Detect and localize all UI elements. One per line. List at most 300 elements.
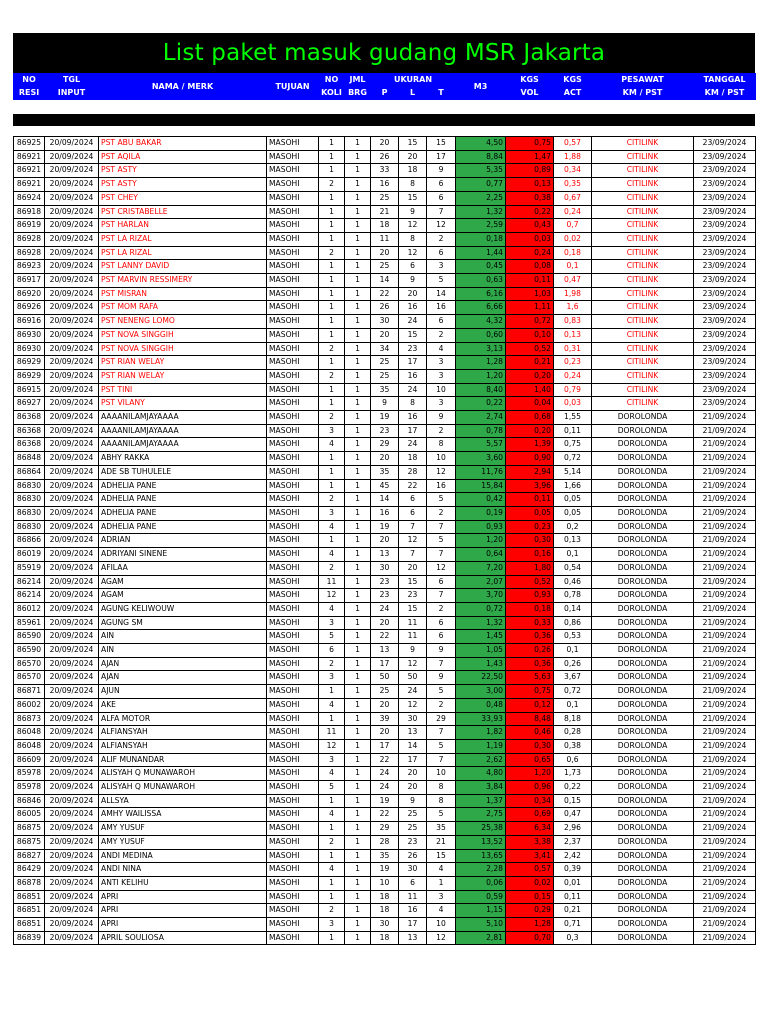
cell-tanggal: 21/09/2024: [694, 644, 756, 658]
cell-resi: 86875: [14, 822, 45, 836]
cell-koli: 1: [319, 315, 345, 329]
cell-t: 3: [427, 356, 456, 370]
cell-t: 10: [427, 383, 456, 397]
cell-tujuan: MASOHI: [267, 438, 319, 452]
cell-l: 17: [399, 424, 427, 438]
cell-l: 11: [399, 890, 427, 904]
cell-tujuan: MASOHI: [267, 931, 319, 945]
header-vol-2: VOL: [506, 87, 554, 100]
cell-t: 12: [427, 561, 456, 575]
cell-act: 0,1: [554, 548, 592, 562]
cell-t: 4: [427, 863, 456, 877]
cell-resi: 86019: [14, 548, 45, 562]
cell-brg: 1: [345, 452, 371, 466]
header-act-2: ACT: [554, 87, 592, 100]
cell-resi: 86866: [14, 534, 45, 548]
cell-act: 0,18: [554, 246, 592, 260]
cell-l: 17: [399, 753, 427, 767]
cell-resi: 86873: [14, 712, 45, 726]
cell-resi: 86012: [14, 602, 45, 616]
cell-act: 0,21: [554, 904, 592, 918]
cell-pesawat: CITILINK: [592, 205, 694, 219]
cell-pesawat: DOROLONDA: [592, 822, 694, 836]
cell-tujuan: MASOHI: [267, 767, 319, 781]
cell-tanggal: 21/09/2024: [694, 890, 756, 904]
cell-nama: AGAM: [99, 589, 267, 603]
cell-tgl: 20/09/2024: [45, 150, 99, 164]
cell-resi: 86429: [14, 863, 45, 877]
cell-act: 0,53: [554, 630, 592, 644]
cell-t: 12: [427, 931, 456, 945]
cell-nama: AMY YUSUF: [99, 835, 267, 849]
cell-l: 16: [399, 369, 427, 383]
cell-l: 11: [399, 630, 427, 644]
cell-l: 50: [399, 671, 427, 685]
cell-tgl: 20/09/2024: [45, 356, 99, 370]
cell-act: 0,3: [554, 931, 592, 945]
cell-tgl: 20/09/2024: [45, 835, 99, 849]
data-table: [13, 136, 756, 945]
cell-t: 5: [427, 739, 456, 753]
cell-koli: 4: [319, 548, 345, 562]
cell-tujuan: MASOHI: [267, 548, 319, 562]
cell-resi: 86590: [14, 630, 45, 644]
cell-m3: 1,82: [456, 726, 506, 740]
cell-act: 1,55: [554, 411, 592, 425]
cell-tujuan: MASOHI: [267, 616, 319, 630]
cell-brg: 1: [345, 657, 371, 671]
cell-pesawat: CITILINK: [592, 246, 694, 260]
cell-l: 25: [399, 822, 427, 836]
cell-p: 10: [371, 876, 399, 890]
cell-tanggal: 23/09/2024: [694, 356, 756, 370]
cell-resi: 86846: [14, 794, 45, 808]
cell-brg: 1: [345, 794, 371, 808]
cell-t: 7: [427, 205, 456, 219]
cell-act: 0,26: [554, 657, 592, 671]
cell-p: 22: [371, 753, 399, 767]
cell-tgl: 20/09/2024: [45, 575, 99, 589]
cell-l: 15: [399, 602, 427, 616]
cell-act: 0,72: [554, 452, 592, 466]
cell-resi: 86590: [14, 644, 45, 658]
cell-m3: 2,59: [456, 219, 506, 233]
cell-p: 18: [371, 904, 399, 918]
cell-nama: PST HARLAN: [99, 219, 267, 233]
cell-p: 22: [371, 808, 399, 822]
cell-tujuan: MASOHI: [267, 863, 319, 877]
cell-tujuan: MASOHI: [267, 246, 319, 260]
cell-tujuan: MASOHI: [267, 602, 319, 616]
cell-tgl: 20/09/2024: [45, 876, 99, 890]
cell-koli: 2: [319, 561, 345, 575]
cell-tgl: 20/09/2024: [45, 753, 99, 767]
cell-pesawat: CITILINK: [592, 287, 694, 301]
cell-p: 16: [371, 506, 399, 520]
cell-nama: ADRIYANI SINENE: [99, 548, 267, 562]
cell-tanggal: 21/09/2024: [694, 781, 756, 795]
cell-act: 3,67: [554, 671, 592, 685]
cell-koli: 1: [319, 219, 345, 233]
cell-p: 25: [371, 369, 399, 383]
cell-vol: 2,94: [506, 465, 554, 479]
cell-l: 15: [399, 137, 427, 151]
table-row: [14, 630, 756, 644]
cell-nama: AIN: [99, 644, 267, 658]
cell-resi: 86048: [14, 726, 45, 740]
table-row: [14, 794, 756, 808]
cell-m3: 8,40: [456, 383, 506, 397]
cell-nama: PST ABU BAKAR: [99, 137, 267, 151]
cell-brg: 1: [345, 548, 371, 562]
cell-resi: 86570: [14, 671, 45, 685]
cell-vol: 0,08: [506, 260, 554, 274]
cell-nama: APRI: [99, 918, 267, 932]
cell-p: 9: [371, 397, 399, 411]
spacer: [13, 126, 755, 136]
cell-brg: 1: [345, 274, 371, 288]
cell-act: 0,28: [554, 726, 592, 740]
cell-tujuan: MASOHI: [267, 506, 319, 520]
cell-resi: 85919: [14, 561, 45, 575]
cell-pesawat: DOROLONDA: [592, 781, 694, 795]
cell-brg: 1: [345, 712, 371, 726]
cell-resi: 86368: [14, 411, 45, 425]
cell-p: 23: [371, 575, 399, 589]
table-row: [14, 657, 756, 671]
cell-tanggal: 21/09/2024: [694, 602, 756, 616]
cell-resi: 86927: [14, 397, 45, 411]
cell-tanggal: 21/09/2024: [694, 493, 756, 507]
cell-m3: 0,77: [456, 178, 506, 192]
cell-pesawat: DOROLONDA: [592, 657, 694, 671]
cell-act: 1,73: [554, 767, 592, 781]
cell-t: 6: [427, 315, 456, 329]
cell-vol: 1,20: [506, 767, 554, 781]
cell-tgl: 20/09/2024: [45, 315, 99, 329]
cell-tanggal: 23/09/2024: [694, 383, 756, 397]
cell-m3: 0,78: [456, 424, 506, 438]
table-row: [14, 835, 756, 849]
cell-brg: 1: [345, 685, 371, 699]
table-row: [14, 602, 756, 616]
cell-koli: 12: [319, 739, 345, 753]
cell-tgl: 20/09/2024: [45, 219, 99, 233]
cell-act: 1,6: [554, 301, 592, 315]
cell-m3: 33,93: [456, 712, 506, 726]
cell-vol: 0,04: [506, 397, 554, 411]
cell-tujuan: MASOHI: [267, 205, 319, 219]
cell-tanggal: 21/09/2024: [694, 822, 756, 836]
cell-tgl: 20/09/2024: [45, 465, 99, 479]
cell-m3: 1,15: [456, 904, 506, 918]
cell-tgl: 20/09/2024: [45, 808, 99, 822]
cell-t: 7: [427, 520, 456, 534]
cell-act: 0,6: [554, 753, 592, 767]
cell-tanggal: 21/09/2024: [694, 506, 756, 520]
cell-act: 0,24: [554, 205, 592, 219]
table-row: [14, 424, 756, 438]
cell-tanggal: 21/09/2024: [694, 616, 756, 630]
cell-vol: 0,38: [506, 191, 554, 205]
cell-l: 23: [399, 835, 427, 849]
cell-tujuan: MASOHI: [267, 260, 319, 274]
cell-tujuan: MASOHI: [267, 479, 319, 493]
cell-m3: 22,50: [456, 671, 506, 685]
cell-nama: AMHY WAILISSA: [99, 808, 267, 822]
cell-brg: 1: [345, 602, 371, 616]
cell-brg: 1: [345, 479, 371, 493]
cell-tujuan: MASOHI: [267, 301, 319, 315]
cell-koli: 1: [319, 397, 345, 411]
cell-pesawat: DOROLONDA: [592, 753, 694, 767]
cell-tanggal: 21/09/2024: [694, 630, 756, 644]
table-row: [14, 506, 756, 520]
cell-pesawat: DOROLONDA: [592, 918, 694, 932]
cell-tanggal: 21/09/2024: [694, 753, 756, 767]
cell-tanggal: 23/09/2024: [694, 287, 756, 301]
cell-resi: 86830: [14, 506, 45, 520]
cell-tujuan: MASOHI: [267, 835, 319, 849]
cell-koli: 1: [319, 164, 345, 178]
cell-t: 6: [427, 191, 456, 205]
cell-vol: 0,02: [506, 876, 554, 890]
cell-koli: 1: [319, 191, 345, 205]
cell-pesawat: DOROLONDA: [592, 739, 694, 753]
cell-vol: 0,15: [506, 890, 554, 904]
cell-tujuan: MASOHI: [267, 465, 319, 479]
cell-tgl: 20/09/2024: [45, 904, 99, 918]
cell-tanggal: 21/09/2024: [694, 411, 756, 425]
cell-brg: 1: [345, 164, 371, 178]
cell-resi: 86848: [14, 452, 45, 466]
cell-resi: 86923: [14, 260, 45, 274]
cell-l: 18: [399, 452, 427, 466]
cell-tanggal: 21/09/2024: [694, 712, 756, 726]
cell-resi: 85961: [14, 616, 45, 630]
cell-koli: 1: [319, 150, 345, 164]
cell-tujuan: MASOHI: [267, 342, 319, 356]
cell-tujuan: MASOHI: [267, 794, 319, 808]
cell-pesawat: DOROLONDA: [592, 726, 694, 740]
cell-vol: 1,11: [506, 301, 554, 315]
cell-koli: 1: [319, 287, 345, 301]
cell-pesawat: CITILINK: [592, 137, 694, 151]
cell-act: 0,03: [554, 397, 592, 411]
cell-m3: 5,57: [456, 438, 506, 452]
cell-t: 1: [427, 876, 456, 890]
table-row: [14, 356, 756, 370]
cell-koli: 4: [319, 767, 345, 781]
cell-act: 2,96: [554, 822, 592, 836]
cell-tgl: 20/09/2024: [45, 520, 99, 534]
cell-t: 5: [427, 808, 456, 822]
cell-l: 6: [399, 493, 427, 507]
cell-nama: AKE: [99, 698, 267, 712]
cell-act: 0,1: [554, 698, 592, 712]
table-row: [14, 452, 756, 466]
cell-tgl: 20/09/2024: [45, 274, 99, 288]
cell-l: 9: [399, 644, 427, 658]
cell-resi: 86864: [14, 465, 45, 479]
cell-vol: 0,46: [506, 726, 554, 740]
divider-bar: [13, 114, 755, 126]
cell-p: 14: [371, 493, 399, 507]
cell-nama: ANDI NINA: [99, 863, 267, 877]
cell-p: 29: [371, 438, 399, 452]
cell-resi: 86921: [14, 178, 45, 192]
cell-t: 2: [427, 602, 456, 616]
cell-p: 26: [371, 150, 399, 164]
cell-l: 28: [399, 465, 427, 479]
cell-tgl: 20/09/2024: [45, 137, 99, 151]
cell-tgl: 20/09/2024: [45, 438, 99, 452]
cell-act: 0,79: [554, 383, 592, 397]
cell-resi: 86878: [14, 876, 45, 890]
cell-tujuan: MASOHI: [267, 671, 319, 685]
cell-tgl: 20/09/2024: [45, 890, 99, 904]
cell-t: 5: [427, 493, 456, 507]
title-bar: [13, 33, 755, 73]
cell-l: 7: [399, 548, 427, 562]
cell-p: 26: [371, 301, 399, 315]
cell-act: 1,88: [554, 150, 592, 164]
cell-nama: AAAANILAMJAYAAAA: [99, 411, 267, 425]
table-row: [14, 274, 756, 288]
cell-pesawat: DOROLONDA: [592, 863, 694, 877]
cell-resi: 86851: [14, 890, 45, 904]
cell-tujuan: MASOHI: [267, 712, 319, 726]
table-row: [14, 191, 756, 205]
table-row: [14, 890, 756, 904]
cell-resi: 86929: [14, 369, 45, 383]
cell-vol: 0,57: [506, 863, 554, 877]
cell-l: 20: [399, 767, 427, 781]
table-row: [14, 219, 756, 233]
cell-act: 1,66: [554, 479, 592, 493]
cell-l: 8: [399, 232, 427, 246]
cell-brg: 1: [345, 246, 371, 260]
cell-koli: 2: [319, 342, 345, 356]
cell-act: 0,13: [554, 328, 592, 342]
cell-nama: PST NOVA SINGGIH: [99, 328, 267, 342]
cell-nama: PST CRISTABELLE: [99, 205, 267, 219]
cell-pesawat: DOROLONDA: [592, 876, 694, 890]
cell-brg: 1: [345, 781, 371, 795]
cell-brg: 1: [345, 260, 371, 274]
cell-l: 12: [399, 534, 427, 548]
cell-nama: ALIF MUNANDAR: [99, 753, 267, 767]
cell-nama: ALISYAH Q MUNAWAROH: [99, 781, 267, 795]
cell-koli: 1: [319, 137, 345, 151]
cell-l: 9: [399, 205, 427, 219]
cell-nama: PST MARVIN RESSIMERY: [99, 274, 267, 288]
table-row: [14, 493, 756, 507]
cell-t: 12: [427, 219, 456, 233]
table-row: [14, 753, 756, 767]
cell-resi: 86918: [14, 205, 45, 219]
cell-l: 6: [399, 506, 427, 520]
cell-l: 6: [399, 260, 427, 274]
cell-pesawat: DOROLONDA: [592, 890, 694, 904]
cell-l: 9: [399, 794, 427, 808]
cell-resi: 86214: [14, 575, 45, 589]
cell-nama: PST RIAN WELAY: [99, 369, 267, 383]
cell-tanggal: 21/09/2024: [694, 589, 756, 603]
cell-p: 30: [371, 918, 399, 932]
cell-p: 11: [371, 232, 399, 246]
cell-brg: 1: [345, 630, 371, 644]
cell-t: 16: [427, 479, 456, 493]
cell-m3: 2,25: [456, 191, 506, 205]
cell-act: 2,37: [554, 835, 592, 849]
cell-l: 30: [399, 863, 427, 877]
cell-tgl: 20/09/2024: [45, 616, 99, 630]
cell-l: 8: [399, 397, 427, 411]
cell-koli: 1: [319, 479, 345, 493]
cell-tujuan: MASOHI: [267, 685, 319, 699]
cell-l: 18: [399, 164, 427, 178]
cell-p: 35: [371, 383, 399, 397]
cell-p: 20: [371, 726, 399, 740]
cell-pesawat: DOROLONDA: [592, 685, 694, 699]
cell-t: 6: [427, 630, 456, 644]
cell-t: 10: [427, 452, 456, 466]
cell-vol: 0,24: [506, 246, 554, 260]
cell-tanggal: 21/09/2024: [694, 685, 756, 699]
cell-koli: 3: [319, 424, 345, 438]
cell-nama: AAAANILAMJAYAAAA: [99, 438, 267, 452]
cell-tanggal: 23/09/2024: [694, 342, 756, 356]
cell-m3: 2,28: [456, 863, 506, 877]
cell-brg: 1: [345, 835, 371, 849]
cell-koli: 11: [319, 575, 345, 589]
cell-tujuan: MASOHI: [267, 918, 319, 932]
cell-pesawat: CITILINK: [592, 219, 694, 233]
cell-tgl: 20/09/2024: [45, 548, 99, 562]
cell-pesawat: DOROLONDA: [592, 493, 694, 507]
cell-t: 7: [427, 657, 456, 671]
cell-p: 20: [371, 137, 399, 151]
cell-pesawat: DOROLONDA: [592, 520, 694, 534]
cell-l: 17: [399, 356, 427, 370]
cell-t: 21: [427, 835, 456, 849]
table-row: [14, 383, 756, 397]
cell-p: 20: [371, 698, 399, 712]
cell-p: 25: [371, 356, 399, 370]
cell-vol: 0,18: [506, 602, 554, 616]
cell-koli: 2: [319, 411, 345, 425]
cell-tanggal: 21/09/2024: [694, 520, 756, 534]
cell-act: 0,11: [554, 424, 592, 438]
cell-m3: 1,28: [456, 356, 506, 370]
cell-vol: 6,34: [506, 822, 554, 836]
cell-brg: 1: [345, 150, 371, 164]
cell-vol: 0,36: [506, 630, 554, 644]
cell-pesawat: DOROLONDA: [592, 589, 694, 603]
cell-t: 17: [427, 150, 456, 164]
cell-m3: 0,93: [456, 520, 506, 534]
table-row: [14, 767, 756, 781]
cell-koli: 2: [319, 657, 345, 671]
cell-m3: 0,60: [456, 328, 506, 342]
header-tgl-2: INPUT: [45, 87, 99, 100]
cell-p: 21: [371, 205, 399, 219]
table-row: [14, 301, 756, 315]
sheet-title: List paket masuk gudang MSR Jakarta: [162, 40, 606, 66]
cell-resi: 86839: [14, 931, 45, 945]
cell-tgl: 20/09/2024: [45, 383, 99, 397]
